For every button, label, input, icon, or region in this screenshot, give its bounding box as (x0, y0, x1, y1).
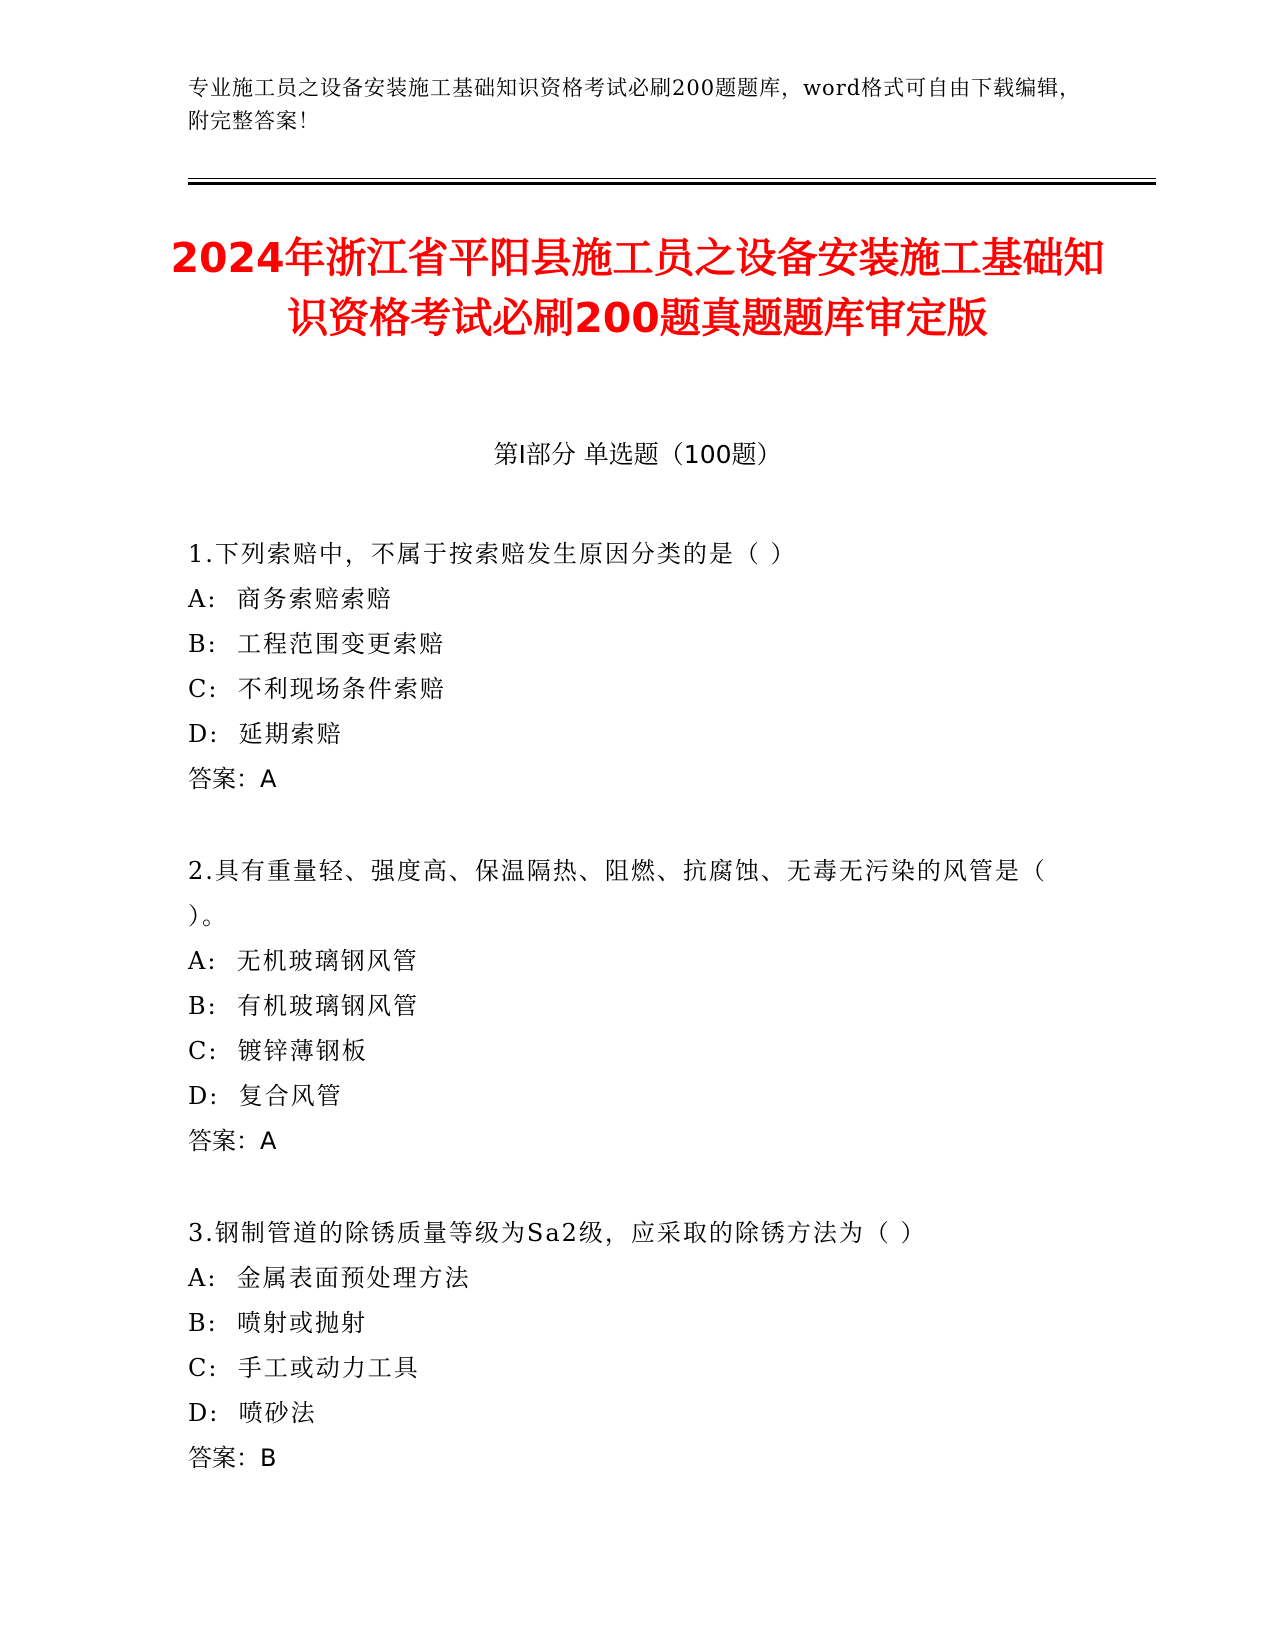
option-c: C: 手工或动力工具 (188, 1354, 420, 1382)
option-b: B: 工程范围变更索赔 (188, 630, 445, 658)
section-heading: 第Ⅰ部分 单选题（100题） (493, 440, 782, 469)
answer: 答案：B (188, 1444, 277, 1472)
question-2 (188, 849, 1088, 1164)
question-stem: 1.下列索赔中，不属于按索赔发生原因分类的是（ ） (188, 540, 797, 568)
option-a: A: 无机玻璃钢风管 (188, 947, 419, 975)
question-stem: 2.具有重量轻、强度高、保温隔热、阻燃、抗腐蚀、无毒无污染的风管是（ ）。 (188, 857, 1047, 930)
option-b: B: 有机玻璃钢风管 (188, 992, 419, 1020)
option-a: A: 商务索赔索赔 (188, 585, 393, 613)
option-a: A: 金属表面预处理方法 (188, 1264, 471, 1292)
answer: 答案：A (188, 765, 277, 793)
question-3 (188, 1211, 1088, 1481)
option-c: C: 镀锌薄钢板 (188, 1037, 368, 1065)
answer: 答案：A (188, 1127, 277, 1155)
option-d: D: 延期索赔 (188, 720, 343, 748)
option-b: B: 喷射或抛射 (188, 1309, 367, 1337)
header-divider-thin (188, 178, 1156, 179)
document-title: 2024年浙江省平阳县施工员之设备安装施工基础知识资格考试必刷200题真题题库审定版 (170, 234, 1105, 342)
option-c: C: 不利现场条件索赔 (188, 675, 446, 703)
header-note: 专业施工员之设备安装施工基础知识资格考试必刷200题题库，word格式可自由下载编辑，附完整答案！ (188, 76, 1082, 133)
question-list (188, 532, 1088, 1528)
question-stem: 3.钢制管道的除锈质量等级为Sa2级，应采取的除锈方法为（ ） (188, 1219, 927, 1247)
question-1 (188, 532, 1088, 802)
option-d: D: 复合风管 (188, 1082, 343, 1110)
option-d: D: 喷砂法 (188, 1399, 317, 1427)
header-divider-thick (188, 182, 1156, 185)
